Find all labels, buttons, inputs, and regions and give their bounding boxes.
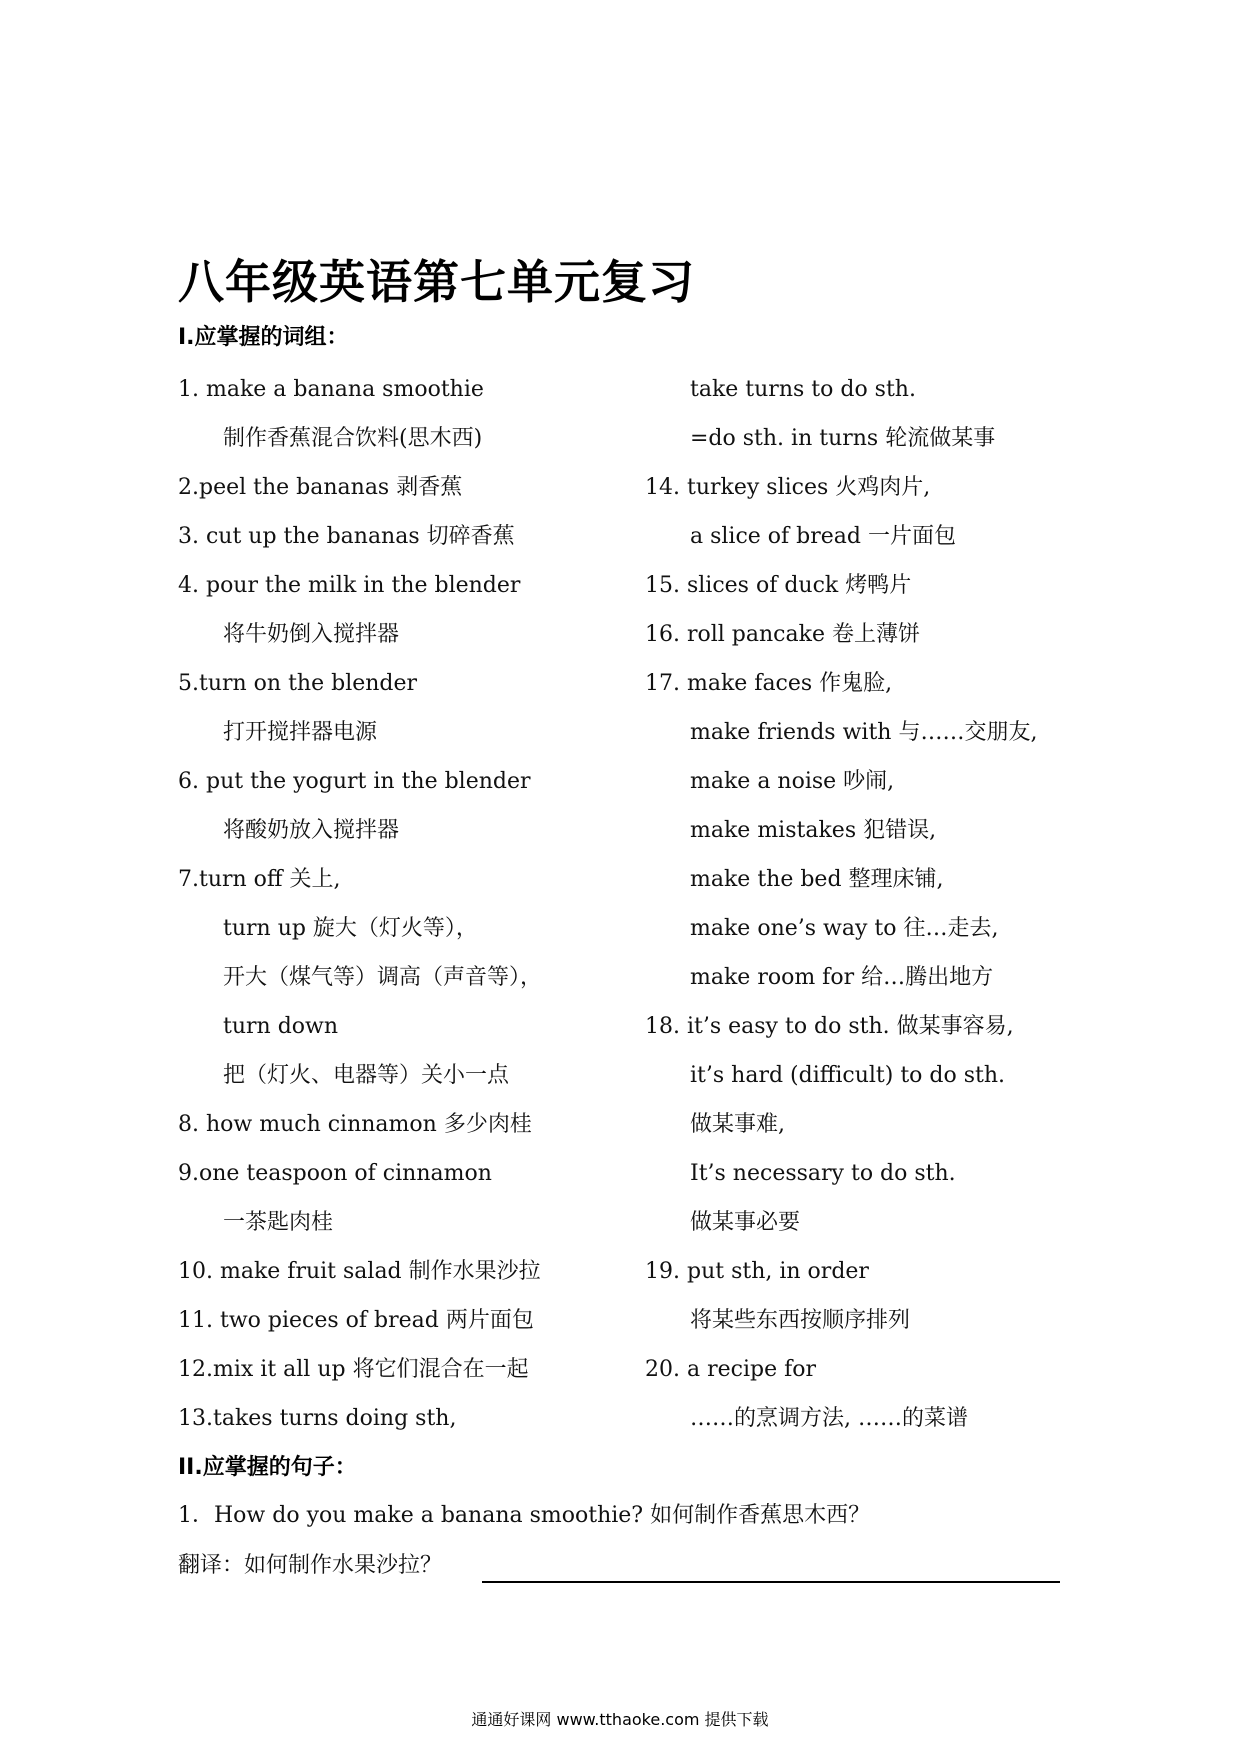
phrase-line: 18. it’s easy to do sth. 做某事容易,	[645, 1014, 1014, 1039]
phrase-line: make a noise 吵闹,	[690, 769, 895, 794]
phrase-line: It’s necessary to do sth.	[690, 1161, 956, 1186]
phrase-line: take turns to do sth.	[690, 377, 916, 402]
phrase-line: 6. put the yogurt in the blender	[178, 769, 531, 794]
phrase-list-left	[178, 370, 648, 1448]
phrase-line: 2.peel the bananas 剥香蕉	[178, 475, 463, 500]
phrase-line: 10. make fruit salad 制作水果沙拉	[178, 1259, 541, 1284]
phrase-line: 8. how much cinnamon 多少肉桂	[178, 1112, 532, 1137]
phrase-line: make the bed 整理床铺,	[690, 867, 944, 892]
phrase-line: turn up 旋大（灯火等），	[223, 916, 478, 941]
phrase-line: 将牛奶倒入搅拌器	[223, 622, 400, 647]
phrase-list-right	[645, 370, 1085, 1448]
phrase-line: 做某事难,	[690, 1112, 785, 1137]
phrase-line: make one’s way to 往…走去,	[690, 916, 999, 941]
phrase-line: 开大（煤气等）调高（声音等），	[223, 965, 543, 990]
phrase-line: 20. a recipe for	[645, 1357, 816, 1382]
phrase-line: 16. roll pancake 卷上薄饼	[645, 622, 920, 647]
phrase-line: make friends with 与……交朋友,	[690, 720, 1038, 745]
phrase-line: 打开搅拌器电源	[223, 720, 378, 745]
phrase-line: =do sth. in turns 轮流做某事	[690, 426, 996, 451]
phrase-line: 7.turn off 关上,	[178, 867, 341, 892]
phrase-line: 14. turkey slices 火鸡肉片,	[645, 475, 931, 500]
phrase-line: 4. pour the milk in the blender	[178, 573, 521, 598]
phrase-line: a slice of bread 一片面包	[690, 524, 956, 549]
phrase-line: 制作香蕉混合饮料(思木西)	[223, 426, 483, 451]
phrase-line: 一茶匙肉桂	[223, 1210, 334, 1235]
phrase-line: 11. two pieces of bread 两片面包	[178, 1308, 534, 1333]
phrase-line: 将某些东西按顺序排列	[690, 1308, 911, 1333]
phrase-line: 15. slices of duck 烤鸭片	[645, 573, 912, 598]
answer-blank-line[interactable]	[482, 1581, 1060, 1583]
translation-prompt: 翻译：如何制作水果沙拉？	[178, 1553, 443, 1578]
phrase-line: 将酸奶放入搅拌器	[223, 818, 400, 843]
phrase-line: 19. put sth, in order	[645, 1259, 869, 1284]
phrase-line: 12.mix it all up 将它们混合在一起	[178, 1357, 529, 1382]
section-heading-sentences: II.应掌握的句子：	[178, 1455, 357, 1480]
phrase-line: 13.takes turns doing sth,	[178, 1406, 457, 1431]
phrase-line: 1. make a banana smoothie	[178, 377, 484, 402]
page-title: 八年级英语第七单元复习	[178, 255, 695, 309]
phrase-line: 17. make faces 作鬼脸,	[645, 671, 893, 696]
phrase-line: ……的烹调方法, ……的菜谱	[690, 1406, 968, 1431]
section-heading-phrases: I.应掌握的词组：	[178, 325, 349, 350]
phrase-line: 3. cut up the bananas 切碎香蕉	[178, 524, 515, 549]
page-footer: 通通好课网 www.tthaoke.com 提供下载	[471, 1710, 769, 1729]
phrase-line: turn down	[223, 1014, 339, 1039]
phrase-line: it’s hard (difficult) to do sth.	[690, 1063, 1006, 1088]
phrase-line: 做某事必要	[690, 1210, 801, 1235]
sentence-item: 1．How do you make a banana smoothie? 如何制作香蕉思木西？	[178, 1503, 871, 1528]
phrase-line: make mistakes 犯错误,	[690, 818, 937, 843]
phrase-line: 5.turn on the blender	[178, 671, 418, 696]
phrase-line: 9.one teaspoon of cinnamon	[178, 1161, 492, 1186]
phrase-line: make room for 给…腾出地方	[690, 965, 994, 990]
phrase-line: 把（灯火、电器等）关小一点	[223, 1063, 510, 1088]
